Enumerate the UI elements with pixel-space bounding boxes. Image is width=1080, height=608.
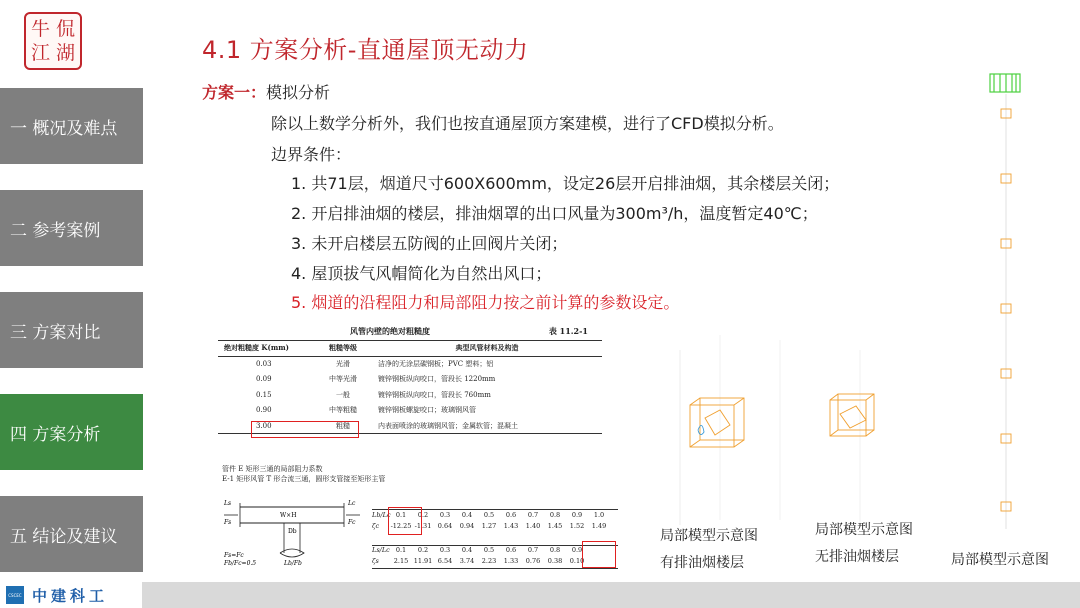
table-cell: 镀锌钢板螺旋咬口；玻璃钢风管 [378,406,476,415]
table-cell: 粗糙 [336,421,350,430]
condition-item: 2. 开启排油烟的楼层，排油烟罩的出口风量为300m³/h，温度暂定40℃； [291,204,818,223]
sidebar-item-label: 三 方案对比 [10,322,101,343]
grid-cell: 1.43 [503,522,519,530]
grid-cell: 0.4 [461,546,473,554]
condition-item: 4. 屋顶拔气风帽简化为自然出风口； [291,264,552,283]
grid-cell: 0.2 [417,546,429,554]
table-cell: 光滑 [336,360,350,368]
grid-cell: 0.7 [527,511,539,519]
grid-row-label: Lb/Lc [372,511,391,519]
caption-without-exhaust-title: 局部模型示意图 [815,522,913,538]
logo-char: 牛 [30,18,50,40]
grid-row-label: ζs [372,557,379,565]
condition-item-highlight: 5. 烟道的沿程阻力和局部阻力按之前计算的参数设定。 [291,293,680,312]
diagram-label-ls: Ls [224,500,232,507]
grid-cell: 0.9 [571,546,583,554]
grid-cell: 0.6 [505,511,517,519]
grid-cell: 2.15 [393,557,409,565]
fitting-line1: 管件 E 矩形三通的局部阻力系数 [222,465,323,473]
scheme-name: 模拟分析 [266,83,331,102]
table-cell: 0.15 [256,390,272,399]
sidebar-item-label: 一 概况及难点 [10,118,118,139]
scheme-heading [202,80,330,103]
diagram-label-ratio2: Fb/Fc=0.5 [224,560,257,567]
cfd-full-shaft-model [976,64,1036,534]
cfd-model-with-exhaust [690,398,744,447]
grid-cell: 0.1 [395,511,407,519]
grid-cell: 0.1 [395,546,407,554]
table-header: 粗糙等级 [329,343,357,353]
grid-cell: 1.49 [591,522,607,530]
grid-cell: 0.10 [569,557,585,565]
condition-item: 1. 共71层，烟道尺寸600X600mm，设定26层开启排油烟，其余楼层关闭； [291,174,840,193]
grid-cell: 0.5 [483,546,495,554]
diagram-label-lb: Lb/Fb [284,560,302,567]
grid-cell: 0.6 [505,546,517,554]
table-row [218,356,602,372]
grid-cell: 2.23 [481,557,497,565]
condition-item: 3. 未开启楼层五防阀的止回阀片关闭； [291,234,568,253]
page-title: 4.1 方案分析-直通屋顶无动力 [202,36,529,64]
sidebar-item-label: 二 参考案例 [10,220,101,241]
cfd-local-models [660,330,950,530]
cfd-model-without-exhaust [830,394,874,436]
grid-cell: 1.52 [569,522,585,530]
table-cell: 一般 [336,390,350,399]
diagram-label-fs: Fs [224,519,232,526]
sidebar-item-reference[interactable] [0,190,143,266]
grid-cell: 0.38 [547,557,563,565]
roughness-table-number: 表 11.2-1 [548,326,588,336]
tee-fitting-diagram [222,493,362,571]
caption-with-exhaust-title: 局部模型示意图 [660,528,758,544]
grid-cell: 0.8 [549,511,561,519]
brand-mark-icon: CSCEC [6,586,24,604]
sidebar-item-comparison[interactable] [0,292,143,368]
grid-cell: 0.2 [417,511,429,519]
grid-row-label: Ls/Lc [372,546,390,554]
sidebar-item-overview[interactable] [0,88,143,164]
grid-cell: 1.33 [503,557,519,565]
caption-with-exhaust-sub: 有排油烟楼层 [660,555,744,571]
highlight-box [251,421,359,438]
grid-row [372,555,588,567]
boundary-label: 边界条件： [271,145,352,164]
grid-cell: 0.76 [525,557,541,565]
table-cell: 洁净的无涂层碳钢板；PVC 塑料；铝 [378,360,494,368]
table-header-row [218,341,602,357]
caption-without-exhaust-sub: 无排油烟楼层 [815,549,899,565]
grid-cell: 0.3 [439,546,451,554]
grid-cell: 0.9 [571,511,583,519]
diagram-label-main: W×H [280,512,297,519]
grid-cell: 0.5 [483,511,495,519]
highlight-box [388,507,422,535]
table-row [218,387,602,403]
fitting-rule [372,568,618,569]
logo-char: 湖 [55,42,75,64]
roughness-table-caption [218,326,602,340]
table-cell: 0.90 [256,406,272,415]
scheme-tag: 方案一： [202,83,267,102]
fitting-line2: E-1 矩形风管 T 形合流三通，圆形支管接至矩形主管 [222,475,386,483]
grid-cell: 1.0 [593,511,605,519]
grid-cell: 0.4 [461,511,473,519]
grid-cell: 1.27 [481,522,497,530]
table-cell: 镀锌钢板纵向咬口，管段长 760mm [378,390,491,399]
diagram-label-ratio1: Fs=Fc [224,552,244,559]
grid-cell: 1.45 [547,522,563,530]
grid-cell: 6.54 [437,557,453,565]
grid-cell: 3.74 [459,557,475,565]
sidebar-item-label: 四 方案分析 [10,424,101,445]
footer-bar [0,582,1080,608]
logo-seal [24,12,82,70]
sidebar-item-label: 五 结论及建议 [10,526,118,547]
grid-cell: 11.91 [413,557,433,565]
sidebar-item-conclusion[interactable] [0,496,143,572]
table-cell: 中等粗糙 [329,406,357,415]
diagram-label-lc: Lc [348,500,356,507]
table-cell: 内表面喷涂的玻璃钢风管；金属软管；混凝土 [378,421,518,430]
table-cell: 镀锌钢板纵向咬口，管段长 1220mm [378,375,496,384]
table-header: 典型风管材料及构造 [455,343,519,353]
intro-text: 除以上数学分析外，我们也按直通屋顶方案建模，进行了CFD模拟分析。 [271,114,784,133]
logo-char: 侃 [55,18,75,40]
grid-row-label: ζc [372,522,380,530]
grid-cell: 0.7 [527,546,539,554]
grid-cell: -1.31 [414,522,432,530]
brand-name: 中建科工 [32,586,109,605]
table-cell: 0.03 [256,360,272,368]
table-cell: 3.00 [256,421,272,430]
grid-cell: 1.40 [525,522,541,530]
fitting-title [222,464,385,484]
logo-char: 江 [30,42,50,64]
grid-cell: 0.64 [437,522,453,530]
table-row [218,403,602,419]
roughness-table-title: 风管内壁的绝对粗糙度 [350,326,430,336]
table-row [218,372,602,388]
grid-cell: 0.3 [439,511,451,519]
roof-cap-icon [990,74,1020,92]
caption-full-model: 局部模型示意图 [951,552,1049,568]
highlight-box [582,541,616,568]
diagram-label-fc: Fc [348,519,356,526]
table-cell: 中等光滑 [329,375,357,384]
sidebar-item-analysis[interactable] [0,394,143,470]
table-header: 绝对粗糙度 K(mm) [224,343,289,353]
grid-cell: -12.25 [390,522,412,530]
diagram-label-branch: Db [288,528,297,535]
grid-cell: 0.8 [549,546,561,554]
roughness-table [218,340,602,434]
grid-cell: 0.94 [459,522,475,530]
brand-logo [0,582,142,608]
table-cell: 0.09 [256,375,272,384]
